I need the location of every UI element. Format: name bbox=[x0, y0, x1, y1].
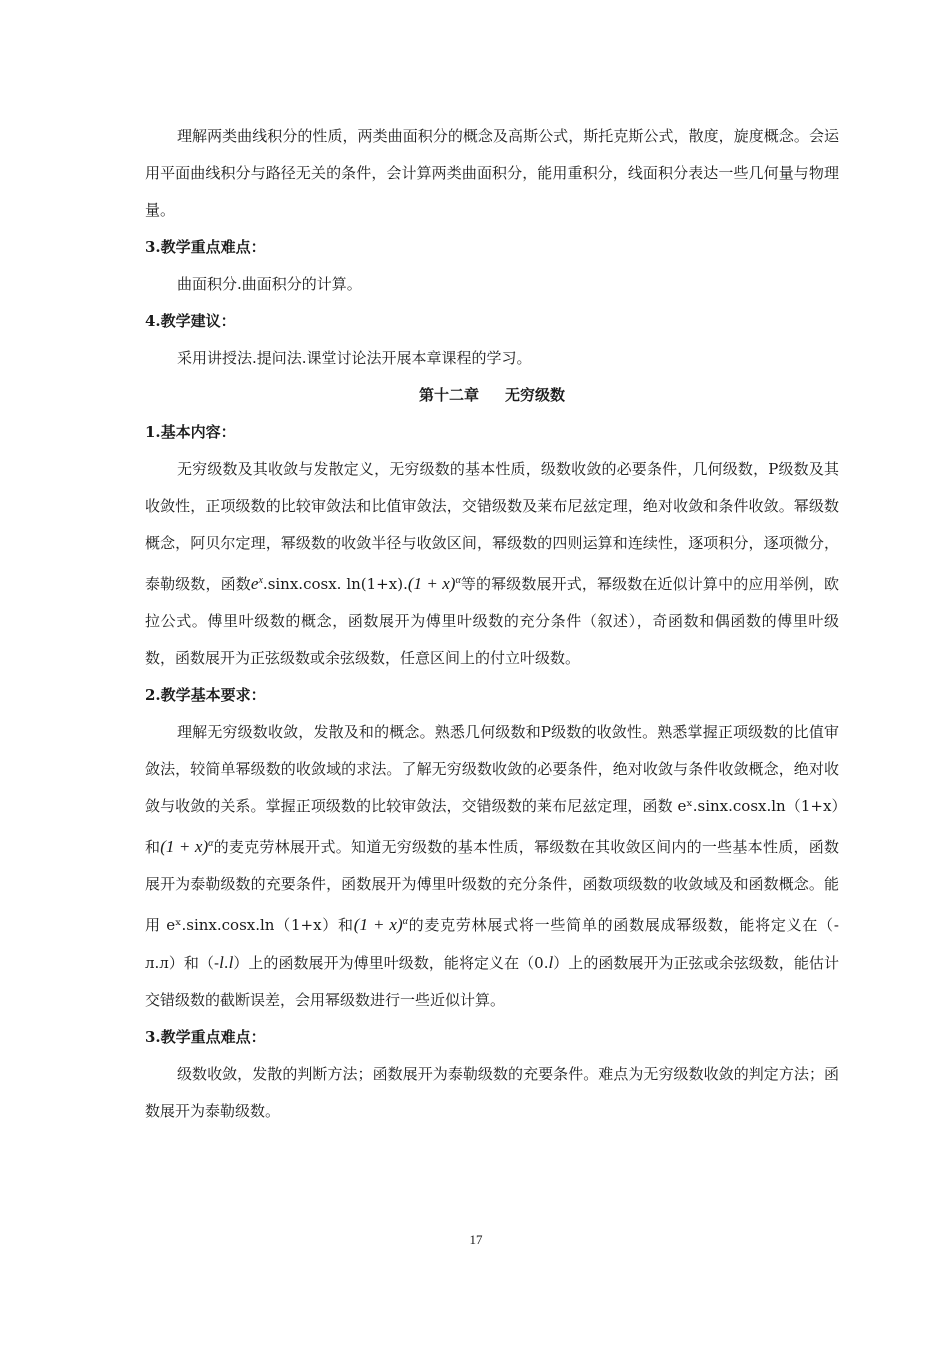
chapter-title bbox=[145, 377, 839, 414]
prev-suggestion-text: 采用讲授法.提问法.课堂讨论法开展本章课程的学习。 bbox=[177, 349, 532, 367]
basic-text-part-2: .sinx.cosx. ln(1+x). bbox=[262, 575, 408, 593]
page-number: 17 bbox=[469, 1232, 483, 1247]
req-text-part-5: ）上的函数展开为傅里叶级数，能将定义在（0. bbox=[233, 954, 549, 972]
basic-text-part-1: 无穷级数及其收敛与发散定义，无穷级数的基本性质，级数收敛的必要条件，几何级数，P级数及其收敛性，正项级数的比较审敛法和比值审敛法，交错级数及莱布尼兹定理，绝对收敛和条件收敛。幂级数概念，阿贝尔定理，幂级数的收敛半径与收敛区间，幂级数的四则运算和连续性，逐项积分，逐项微分，泰勒级数，函数 bbox=[145, 460, 839, 593]
basic-content-heading: 1.基本内容： bbox=[145, 423, 236, 441]
exp-superscript: x bbox=[258, 575, 263, 586]
exp-base: e bbox=[250, 574, 259, 593]
key-points-text: 级数收敛，发散的判断方法；函数展开为泰勒级数的充要条件。难点为无穷级数收敛的判定方法；函数展开为泰勒级数。 bbox=[145, 1065, 839, 1120]
requirements-text bbox=[145, 714, 839, 1019]
interval-l: l bbox=[228, 953, 234, 972]
prev-requirements-text: 理解两类曲线积分的性质，两类曲面积分的概念及高斯公式，斯托克斯公式，散度，旋度概念。会运用平面曲线积分与路径无关的条件，会计算两类曲面积分，能用重积分，线面积分表达一些几何量与物理量。 bbox=[145, 127, 839, 219]
power-superscript: α bbox=[208, 838, 214, 849]
power-expr: (1 + x) bbox=[160, 837, 209, 856]
req-text-part-6: ）上的函数展开为正弦或余弦级数，能估计交错级数的截断误差，会用幂级数进行一些近似计算。 bbox=[145, 954, 839, 1009]
key-points-heading: 3.教学重点难点： bbox=[145, 1028, 266, 1046]
req-text-part-3: 的麦克劳林展式将一些简单的函数展成幂级数，能将定义在（-л.л）和（- bbox=[145, 916, 839, 972]
interval-l: l bbox=[548, 953, 554, 972]
power-formula bbox=[408, 574, 461, 593]
document-body bbox=[145, 118, 839, 1130]
req-text-part-1: 理解无穷级数收敛，发散及和的概念。熟悉几何级数和P级数的收敛性。熟悉掌握正项级数的比值审敛法，较简单幂级数的收敛域的求法。了解无穷级数收敛的必要条件，绝对收敛与条件收敛概念，绝对收敛与收敛的关系。掌握正项级数的比较审敛法，交错级数的莱布尼兹定理，函数 eˣ.sinx.cosx.ln（1+x）和 bbox=[145, 723, 839, 856]
basic-text-part-3: 等的幂级数展开式，幂级数在近似计算中的应用举例，欧拉公式。傅里叶级数的概念，函数展开为傅里叶级数的充分条件（叙述），奇函数和偶函数的傅里叶级数，函数展开为正弦级数或余弦级数，任意区间上的付立叶级数。 bbox=[145, 575, 839, 667]
power-formula bbox=[160, 837, 213, 856]
req-text-part-4: . bbox=[223, 954, 229, 972]
interval-l: l bbox=[219, 953, 224, 972]
prev-key-points-heading: 3.教学重点难点： bbox=[145, 238, 266, 256]
power-formula bbox=[354, 915, 408, 934]
exp-formula bbox=[251, 574, 263, 593]
chapter-number: 第十二章 bbox=[418, 386, 479, 404]
power-superscript: α bbox=[402, 916, 408, 927]
prev-key-points-text: 曲面积分.曲面积分的计算。 bbox=[177, 275, 362, 293]
power-superscript: α bbox=[455, 575, 461, 586]
req-text-part-2: 的麦克劳林展开式。知道无穷级数的基本性质，幂级数在其收敛区间内的一些基本性质，函数展开为泰勒级数的充要条件，函数展开为傅里叶级数的充分条件，函数项级数的收敛域及和函数概念。能用 eˣ.sinx.cosx.ln（1+x）和 bbox=[145, 838, 839, 934]
basic-content-text bbox=[145, 451, 839, 677]
chapter-name: 无穷级数 bbox=[505, 386, 566, 404]
power-expr: (1 + x) bbox=[353, 915, 403, 934]
prev-suggestion-heading: 4.教学建议： bbox=[145, 312, 236, 330]
requirements-heading: 2.教学基本要求： bbox=[145, 686, 266, 704]
power-expr: (1 + x) bbox=[407, 574, 456, 593]
